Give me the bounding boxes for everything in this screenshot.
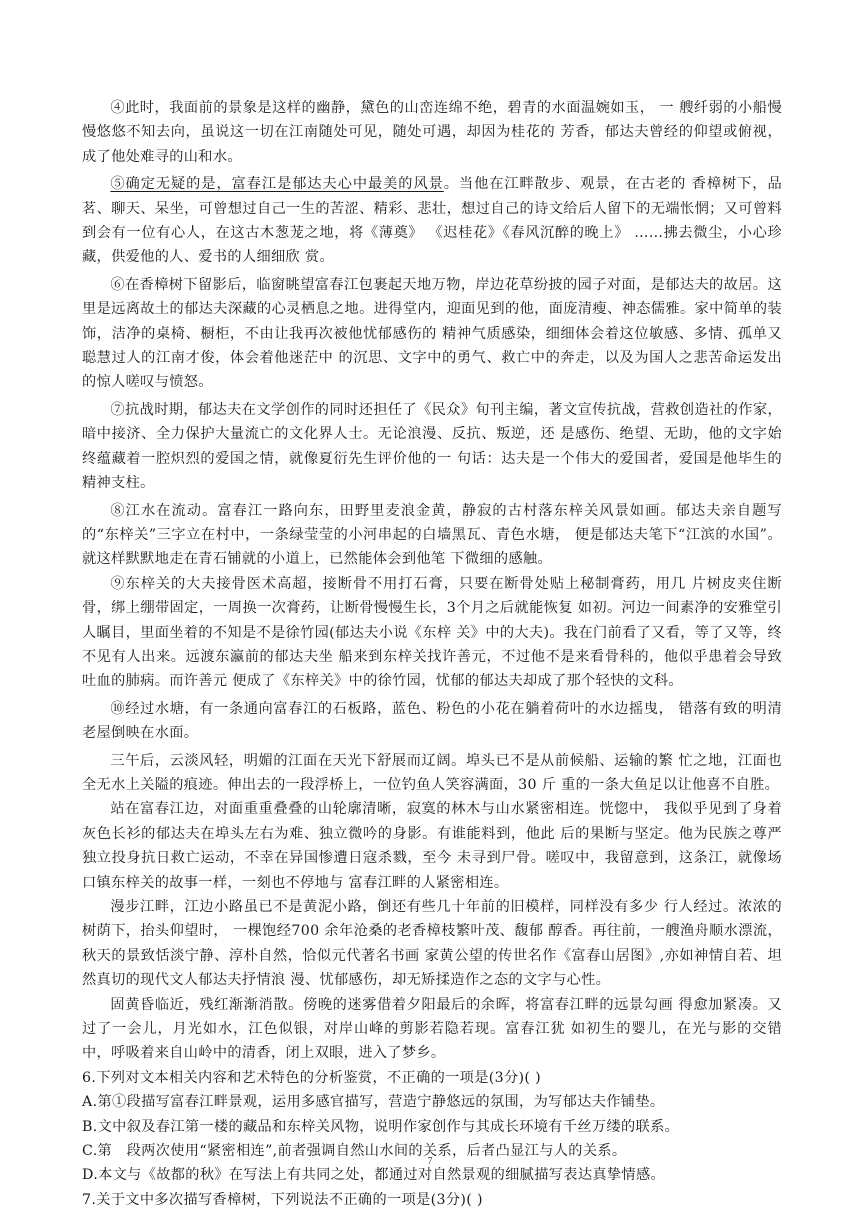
paragraph-6: ⑥在香樟树下留影后，临窗眺望富春江包裹起天地万物，岸边花草纷披的园子对面，是郁达夫的故居。这里是远离故土的郁达夫深藏的心灵栖息之地。进得堂内，迎面见到的他，面庞清瘦、神态儒雅。家中简单的装饰，洁净的桌椅、橱柜，不由让我再次被他忧郁感伤的 精神气质感染，细细体会着这位敏感、多情、孤单又聪慧过人的江南才俊，体会着他迷茫中 的沉思、文字中的勇气、救亡中的奔走，以及为国人之悲苦命运发出的惊人嗟叹与愤怒。 (82, 276, 782, 391)
page-number: 7 (427, 1156, 433, 1167)
paragraph-5 (82, 172, 782, 270)
question-7: 7.关于文中多次描写香樟树，下列说法不正确的一项是(3分)( ) (82, 1191, 483, 1208)
question-6-option-b: B.文中叙及春江第一楼的藏品和东梓关风物，说明作家创作与其成长环境有千丝万缕的联系。 (82, 1118, 680, 1135)
question-6: 6.下列对文本相关内容和艺术特色的分析鉴赏，不正确的一项是(3分)( ) (82, 1069, 542, 1086)
paragraph-5-rest: 。当他在江畔散步、观景，在古老的 香樟树下，品茗、聊天、呆坐，可曾想过自己一生的苦涩、精彩、悲壮，想过自己的诗文给后人留下的无端怅惘；又可曾料到会有一位有心人，在这古木葱茏之地，将《薄奠》 《迟桂花》《春风沉醉的晚上》 ……拂去微尘，小心珍藏，供爱他的人、爱书的人细细欣 赏。 (82, 176, 782, 266)
paragraph-8: ⑧江水在流动。富春江一路向东，田野里麦浪金黄，静寂的古村落东梓关风景如画。郁达夫亲自题写的“东梓关”三字立在村中，一条绿莹莹的小河串起的白墙黑瓦、青色水塘， 便是郁达夫笔下“江滨的水国”。就这样默默地走在青石铺就的小道上，已然能体会到他笔 下微细的感触。 (82, 502, 782, 568)
paragraph-9: ⑨东梓关的大夫接骨医术高超，接断骨不用打石膏，只要在断骨处贴上秘制膏药，用几 片树皮夹住断骨，绑上绷带固定，一周换一次膏药，让断骨慢慢生长，3个月之后就能恢复 如初。河边一间素净的安雅堂引人瞩目，里面坐着的不知是不是徐竹园(郁达夫小说《东梓 关》中的大夫)。我在门前看了又看，等了又等，终不见有人出来。远渡东瀛前的郁达夫坐 船来到东梓关找许善元，不过他不是来看骨科的，他似乎患着会导致吐血的肺病。而许善元 便成了《东梓关》中的徐竹园，忧郁的郁达夫却成了那个轻快的文科。 (82, 575, 782, 690)
paragraph-4: ④此时，我面前的景象是这样的幽静，黛色的山峦连绵不绝，碧青的水面温婉如玉， 一 艘纤弱的小船慢慢悠悠不知去向，虽说这一切在江南随处可见，随处可遇，却因为桂花的 芳香，郁达夫曾经的仰望或俯视，成了他处难寻的山和水。 (82, 100, 782, 165)
question-6-option-a: A.第①段描写富春江畔景观，运用多感官描写，营造宁静悠远的氛围，为写郁达夫作铺垫。 (82, 1094, 665, 1111)
question-6-option-d: D.本文与《故都的秋》在写法上有共同之处，都通过对自然景观的细腻描写表达真挚情感。 (82, 1167, 666, 1184)
paragraph-13: 漫步江畔，江边小路虽已不是黄泥小路，倒还有些几十年前的旧模样，同样没有多少 行人经过。浓浓的树荫下，抬头仰望时， 一棵饱经700 余年沧桑的老香樟枝繁叶茂、馥郁 醇香。再往前，一艘渔舟顺水漂流，秋天的景致恬淡宁静、淳朴自然，恰似元代著名书画 家黄公望的传世名作《富春山居图》,亦如神情自若、坦然真切的现代文人郁达夫抒情浪 漫、忧郁感伤，却无矫揉造作之态的文字与心性。 (82, 899, 782, 989)
paragraph-11: 三午后，云淡风轻，明媚的江面在天光下舒展而辽阔。埠头已不是从前候船、运输的繁 忙之地，江面也全无水上关隘的痕迹。伸出去的一段浮桥上，一位钓鱼人笑容满面，30 斤 重的一条大鱼足以让他喜不自胜。 (82, 752, 782, 793)
paragraph-12: 站在富春江边，对面重重叠叠的山轮廓清晰，寂寞的林木与山水紧密相连。恍惚中， 我似乎见到了身着灰色长衫的郁达夫在埠头左右为难、独立微吟的身影。有谁能料到，他此 后的果断与坚定。他为民族之尊严独立投身抗日救亡运动，不幸在异国惨遭日寇杀戮，至今 未寻到尸骨。嗟叹中，我留意到，这条江，就像场口镇东梓关的故事一样，一刻也不停地与 富春江畔的人紧密相连。 (82, 801, 782, 891)
paragraph-10: ⑩经过水塘，有一条通向富春江的石板路，蓝色、粉色的小花在躺着荷叶的水边摇曳， 错落有致的明清老屋倒映在水面。 (82, 700, 782, 742)
question-6-option-c: C.第 段两次使用“紧密相连”,前者强调自然山水间的关系，后者凸显江与人的关系。 (82, 1143, 627, 1160)
paragraph-14: 固黄昏临近，残红渐渐消散。傍晚的迷雾借着夕阳最后的余晖，将富春江畔的远景勾画 得愈加紧凑。又过了一会儿，月光如水，江色似银，对岸山峰的剪影若隐若现。富春江犹 如初生的婴儿，在光与影的交错中，呼吸着来自山岭中的清香，闭上双眼，进入了梦乡。 (82, 996, 782, 1062)
article-body (82, 96, 782, 1212)
paragraph-7: ⑦抗战时期，郁达夫在文学创作的同时还担任了《民众》旬刊主编，著文宣传抗战，营救创造社的作家，暗中接济、全力保护大量流亡的文化界人士。无论浪漫、反抗、叛逆，还 是感伤、绝望、无助，他的文字始终蕴藏着一腔炽烈的爱国之情，就像夏衍先生评价他的一 句话：达夫是一个伟大的爱国者，爱国是他毕生的精神支柱。 (82, 401, 782, 492)
underlined-sentence: ⑤确定无疑的是，富春江是郁达夫心中最美的风景 (110, 176, 444, 193)
